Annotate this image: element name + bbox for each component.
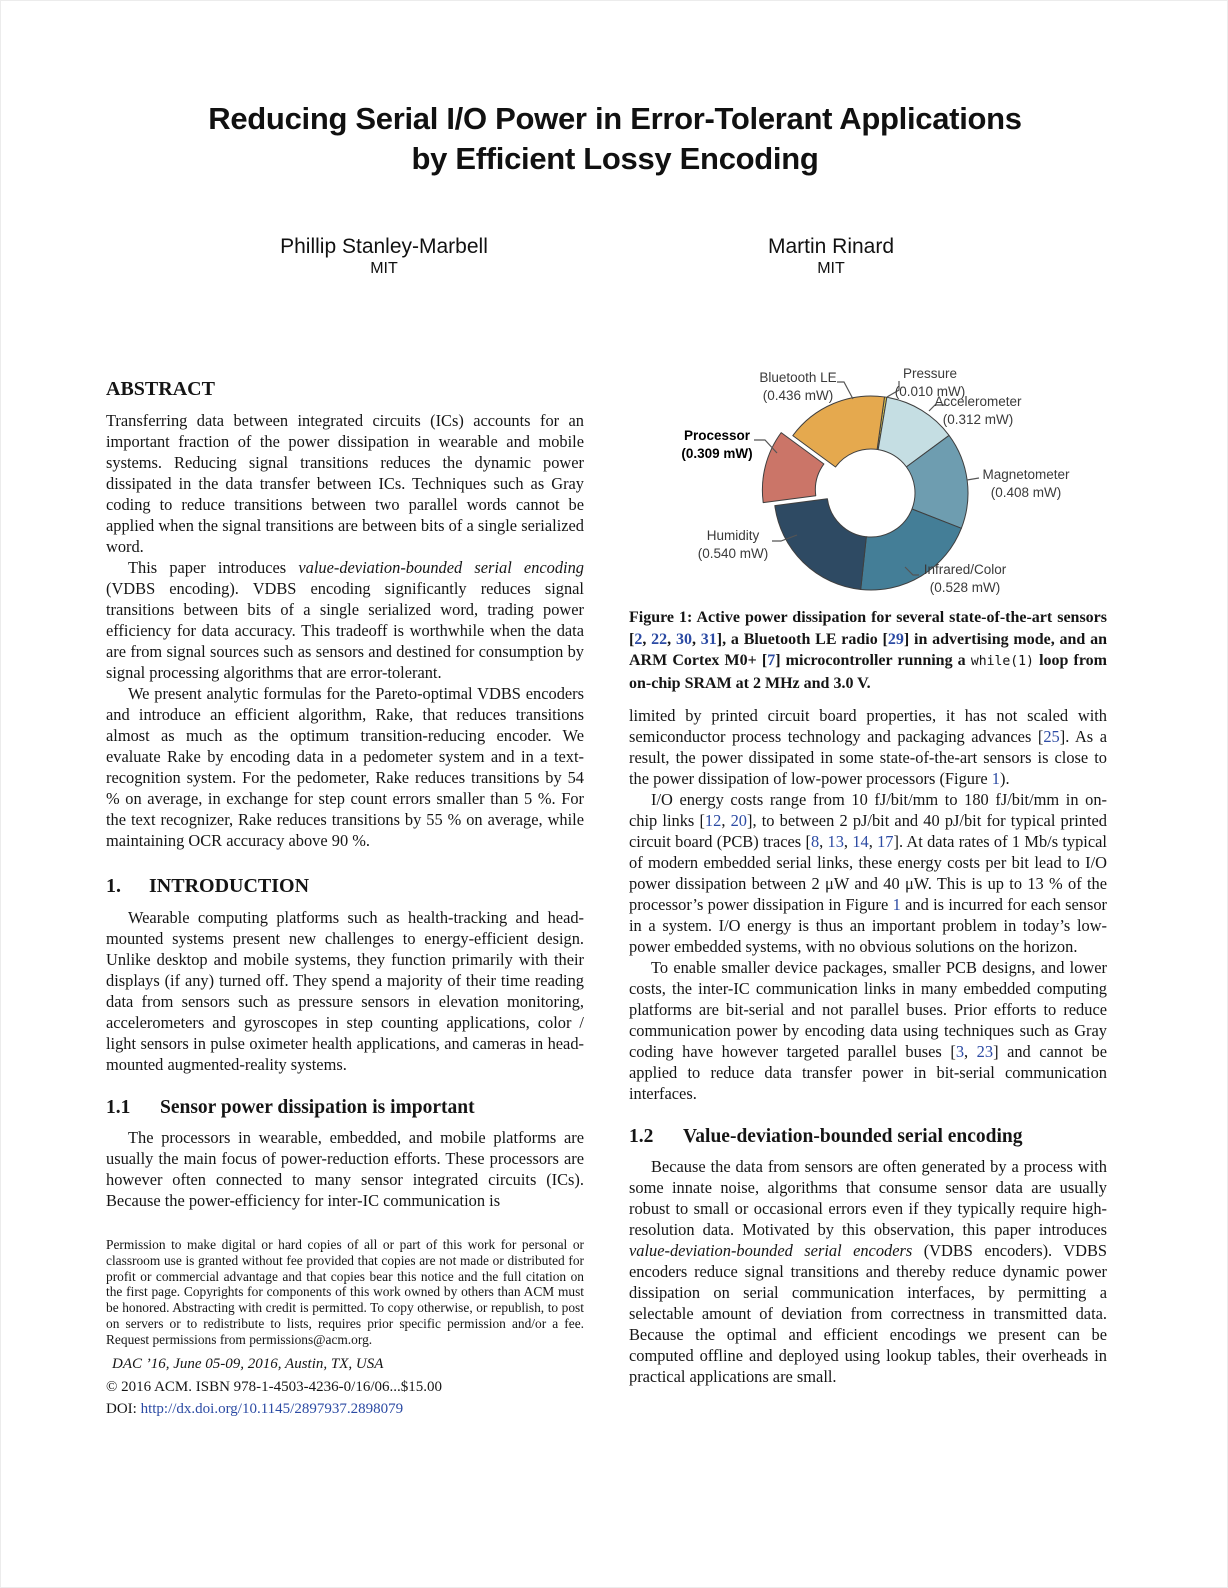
text-segment: ]. At data rates of 1 Mb/s typical of modern embedded serial links, these energy costs per bit lead to I/O power dissipation between 2 μW and 40 μW. This is up to 13 % of the processor’s power dissipation in Figure [629,832,1107,914]
abstract-paragraph-1 [106,410,584,557]
right-paragraph-1 [629,705,1107,789]
figure-1-donut-chart [629,361,1107,603]
pie-label-accelerometer [934,393,1021,429]
text-segment: value-deviation-bounded serial encoding [298,558,585,577]
pie-label-pressure-name: Pressure [902,366,958,381]
text-segment: Because the data from sensors are often generated by a process with some innate noise, algorithms that consume sensor data are usually robust to small or occasional errors even if they typically require high-resolution data. Motivated by this observation, this paper introduces [629,1157,1107,1239]
pie-label-accelerometer-name: Accelerometer [934,394,1022,409]
copyright-line: © 2016 ACM. ISBN 978-1-4503-4236-0/16/06...$15.00 [106,1378,442,1395]
text-segment: ], a Bluetooth LE radio [ [716,630,888,648]
section-1-2-paragraph [629,1156,1107,1387]
text-segment: ] in advertising mode, and an ARM Cortex M0+ [ [629,630,1108,669]
text-segment: loop from on-chip SRAM at 2 MHz and 3.0 V. [629,652,1108,692]
citation-link[interactable]: 31 [700,630,717,648]
pie-label-bluetooth-le-value: (0.436 mW) [762,388,834,403]
leader-bluetooth-le [837,382,853,399]
text-segment: limited by printed circuit board properties, it has not scaled with semiconductor process technology and packaging advances [ [629,706,1107,746]
right-paragraph-3 [629,957,1107,1104]
right-paragraph-2 [629,789,1107,957]
citation-link[interactable]: 22 [651,630,668,648]
citation-link[interactable]: 29 [887,630,904,648]
paper-title [65,99,1165,179]
pie-label-humidity [698,527,769,563]
pie-label-infrared-color [924,561,1007,597]
pie-label-humidity-value: (0.540 mW) [697,546,769,561]
citation-link[interactable]: 13 [827,832,844,851]
text-segment: , [642,630,652,648]
pie-label-bluetooth-le [759,369,836,405]
text-segment: Transferring data between integrated circuits (ICs) accounts for an important fraction of the power dissipation in wearable and mobile systems. Reducing signal transitions reduces the dynamic power dissipated in the data transfer between ICs. Techniques such as Gray coding to reduce transitions between two parallel words cannot be applied when the signal transitions are between bits of a single serialized word. [106,411,584,556]
text-segment: ] and cannot be applied to reduce data transfer power in bit-serial communication interfaces. [629,1042,1108,1103]
doi-link[interactable]: http://dx.doi.org/10.1145/2897937.2898079 [140,1400,404,1417]
section-1-1-paragraph [106,1127,584,1211]
section-1-heading [106,874,584,898]
citation-link[interactable]: 23 [976,1042,994,1061]
author-1 [134,234,634,278]
pie-label-humidity-name: Humidity [706,528,760,543]
section-1-1-title: Sensor power dissipation is important [160,1097,475,1118]
citation-link[interactable]: 14 [852,832,869,851]
permission-notice [106,1237,584,1348]
text-segment: (VDBS encoding). VDBS encoding significantly reduces signal transitions between bits of a single serialized word, trading power efficiency for data accuracy. This tradeoff is worthwhile when the data are from signal sources such as sensors and destined for consumption by signal processing algorithms that are error-tolerant. [106,579,584,682]
section-1-2-title: Value-deviation-bounded serial encoding [683,1126,1023,1147]
abstract-paragraph-3 [106,683,584,851]
section-1-1-number: 1.1 [106,1097,131,1118]
section-1-title: INTRODUCTION [149,875,310,897]
pie-label-processor-name: Processor [683,428,751,443]
author-2-affiliation: MIT [817,260,845,277]
text-segment: DOI: [106,1400,141,1417]
section-1-1-heading [106,1096,584,1119]
doi-line [106,1400,584,1419]
text-segment: value-deviation-bounded serial encoders [629,1241,913,1260]
citation-link[interactable]: 25 [1043,727,1060,746]
pie-label-bluetooth-le-name: Bluetooth LE [759,370,837,385]
author-2 [581,234,1081,278]
text-segment: while(1) [970,654,1034,669]
pie-label-infrared-color-value: (0.528 mW) [929,580,1001,595]
abstract-heading: ABSTRACT [106,378,215,400]
text-segment: , [868,832,878,851]
section-1-number: 1. [106,875,121,897]
abstract-paragraph-2 [106,557,584,683]
text-segment: ]. As a result, the power dissipated in some state-of-the-art sensors is close to the power dissipation of low-power processors (Figure [629,727,1107,788]
text-segment: , [691,630,701,648]
right-column [629,361,1107,1387]
pie-slice-humidity [775,499,867,590]
introduction-paragraph [106,907,584,1075]
text-segment: , [843,832,853,851]
author-1-name: Phillip Stanley-Marbell [280,235,488,258]
text-segment: , [819,832,828,851]
conference-line: DAC ’16, June 05-09, 2016, Austin, TX, USA [112,1355,384,1372]
paper-title-line2: by Efficient Lossy Encoding [411,141,819,176]
figure-1-caption [629,607,1107,694]
text-segment: , [667,630,676,648]
pie-label-processor [681,427,752,463]
author-2-name: Martin Rinard [767,235,895,258]
text-segment: I/O energy costs range from 10 fJ/bit/mm to 180 fJ/bit/mm in on-chip links [ [629,790,1107,830]
section-1-2-heading [629,1125,1107,1148]
text-segment: (VDBS encoders). VDBS encoders reduce signal transitions and thereby reduce dynamic power dissipation on serial communication interfaces, by permitting a selectable amount of deviation from correctness in transmitted data. Because the optimal and efficient encodings we present can be computed offline and deployed using lookup tables, their overheads in practical applications are small. [629,1241,1107,1386]
pie-label-infrared-color-name: Infrared/Color [923,562,1007,577]
left-column [106,377,584,1419]
text-segment: We present analytic formulas for the Pareto-optimal VDBS encoders and introduce an efficient algorithm, Rake, that reduces transitions almost as much as the optimum transition-reducing encoder. We evaluate Rake by encoding data in a pedometer system and in a text-recognition system. For the pedometer, Rake reduces transitions by 54 % on average, in exchange for step count errors smaller than 5 %. For the text recognizer, Rake reduces transitions by 55 % on average, while maintaining OCR accuracy above 90 %. [106,684,584,850]
citation-link[interactable]: 2 [634,630,643,648]
leader-magnetometer [967,478,979,480]
citation-link[interactable]: 30 [675,630,692,648]
section-1-2-number: 1.2 [629,1126,654,1147]
pie-label-magnetometer-name: Magnetometer [982,467,1070,482]
text-segment: This paper introduces [128,558,299,577]
text-segment: Permission to make digital or hard copies of all or part of this work for personal or classroom use is granted without fee provided that copies are not made or distributed for profit or commercial advantage and that copies bear this notice and the full citation on the first page. Copyrights for components of this work owned by others than ACM must be honored. Abstracting with credit is permitted. To copy otherwise, or republish, to post on servers or to redistribute to lists, requires prior specific permission and/or a fee. Request permissions from permissions@acm.org. [106,1237,584,1347]
citation-link[interactable]: 12 [704,811,722,830]
pie-label-magnetometer-value: (0.408 mW) [990,485,1062,500]
author-1-affiliation: MIT [370,260,398,277]
citation-link[interactable]: 1 [892,895,901,914]
citation-link[interactable]: 7 [767,652,776,669]
text-segment: To enable smaller device packages, smaller PCB designs, and lower costs, the inter-IC communication links in many embedded computing platforms are bit-serial and not parallel buses. Prior efforts to reduce communication power by encoding data using techniques such as Gray coding have however targeted parallel buses [ [629,958,1107,1061]
text-segment: Figure 1: Active power dissipation for several state-of-the-art sensors [ [629,609,1107,648]
text-segment: ] microcontroller running a [775,652,971,669]
pie-label-accelerometer-value: (0.312 mW) [942,412,1014,427]
citation-link[interactable]: 17 [877,832,894,851]
paper-title-line1: Reducing Serial I/O Power in Error-Tolerant Applications [208,101,1022,136]
text-segment: ], to between 2 pJ/bit and 40 pJ/bit for typical printed circuit board (PCB) traces [ [629,811,1107,851]
text-segment: The processors in wearable, embedded, and mobile platforms are usually the main focus of power-reduction efforts. These processors are however often connected to many sensor integrated circuits (ICs). Because the power-efficiency for inter-IC communication is [106,1128,584,1210]
citation-link[interactable]: 3 [955,1042,965,1061]
citation-link[interactable]: 20 [730,811,747,830]
text-segment: ). [1000,769,1010,788]
pie-label-pressure-value: (0.010 mW) [894,384,966,399]
citation-link[interactable]: 1 [991,769,1000,788]
pie-label-magnetometer [982,466,1069,502]
citation-link[interactable]: 8 [810,832,820,851]
text-segment: and is incurred for each sensor in a system. I/O energy is thus an important problem in today’s low-power embedded systems, with no obvious solutions on the horizon. [629,895,1107,956]
text-segment: , [721,811,731,830]
text-segment: Wearable computing platforms such as health-tracking and head-mounted systems present new challenges to energy-efficient design. Unlike desktop and mobile systems, they function primarily with their displays (if any) turned off. They spend a majority of their time reading data from sensors such as pressure sensors in elevation monitoring, accelerometers and gyroscopes in step counting applications, color / light sensors in pulse oximeter health applications, and cameras in head-mounted augmented-reality systems. [106,908,584,1074]
text-segment: , [964,1042,977,1061]
pie-label-processor-value: (0.309 mW) [681,446,753,461]
